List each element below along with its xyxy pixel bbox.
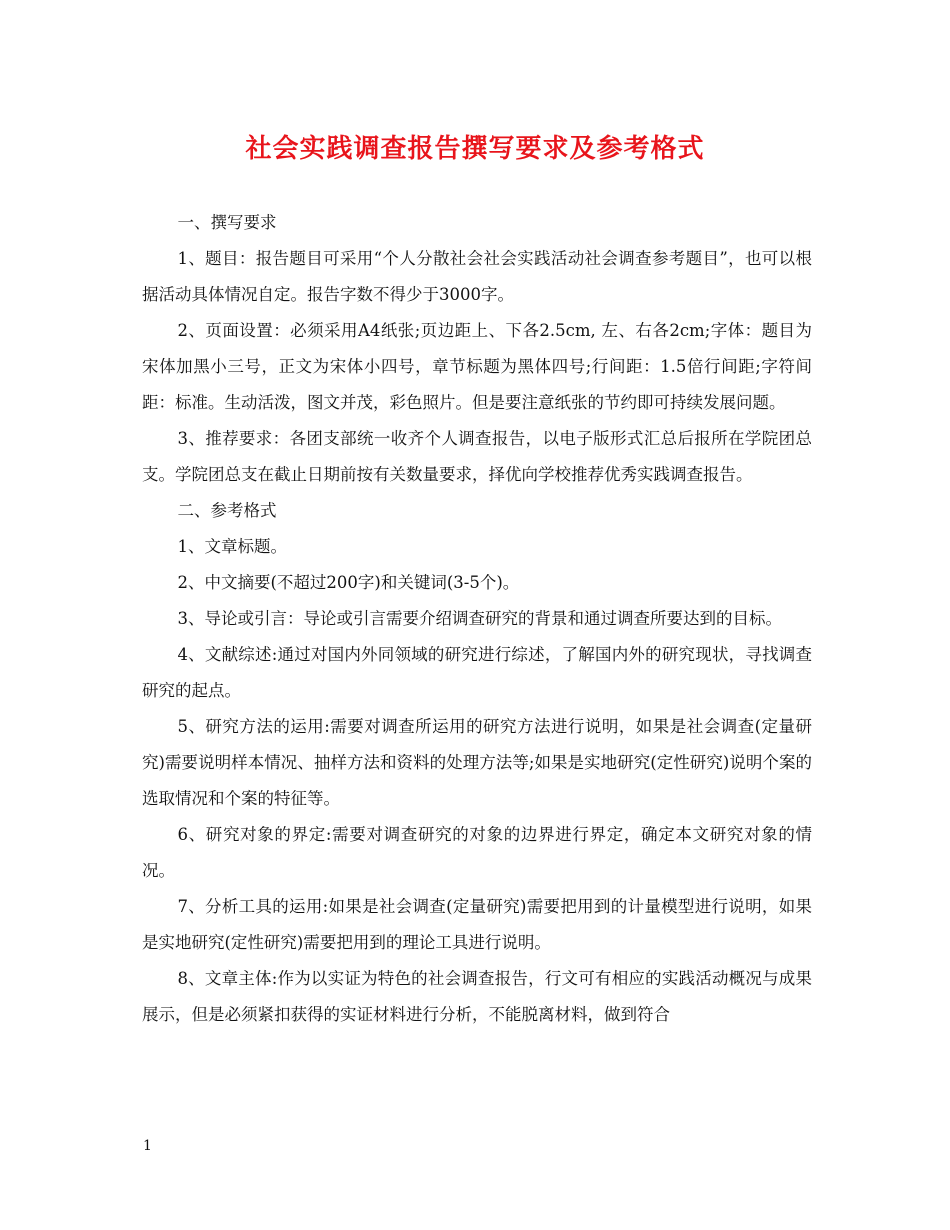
paragraph-analysis-tools: 7、分析工具的运用:如果是社会调查(定量研究)需要把用到的计量模型进行说明，如果是实地研究(定性研究)需要把用到的理论工具进行说明。 xyxy=(142,897,812,952)
paragraph-abstract: 2、中文摘要(不超过200字)和关键词(3-5个)。 xyxy=(177,573,520,592)
paragraph-title-rule: 1、题目：报告题目可采用“个人分散社会社会实践活动社会调查参考题目”，也可以根据活动具体情况自定。报告字数不得少于3000字。 xyxy=(142,249,812,304)
paragraph-literature-review: 4、文献综述:通过对国内外同领域的研究进行综述，了解国内外的研究现状，寻找调查研究的起点。 xyxy=(142,645,812,700)
section-heading-requirements: 一、撰写要求 xyxy=(177,213,277,232)
document-title: 社会实践调查报告撰写要求及参考格式 xyxy=(245,134,705,164)
page-number: 1 xyxy=(143,1138,152,1154)
paragraph-page-setup: 2、页面设置：必须采用A4纸张;页边距上、下各2.5cm, 左、右各2cm;字体：题目为宋体加黑小三号，正文为宋体小四号，章节标题为黑体四号;行间距：1.5倍行间距;字符间距：标准。生动活泼，图文并茂，彩色照片。但是要注意纸张的节约即可持续发展问题。 xyxy=(142,321,812,412)
paragraph-article-body: 8、文章主体:作为以实证为特色的社会调查报告，行文可有相应的实践活动概况与成果展示，但是必须紧扣获得的实证材料进行分析，不能脱离材料，做到符合 xyxy=(142,969,812,1024)
paragraph-research-methods: 5、研究方法的运用:需要对调查所运用的研究方法进行说明，如果是社会调查(定量研究)需要说明样本情况、抽样方法和资料的处理方法等;如果是实地研究(定性研究)说明个案的选取情况和个案的特征等。 xyxy=(142,717,812,808)
paragraph-article-title: 1、文章标题。 xyxy=(177,537,287,556)
section-heading-format: 二、参考格式 xyxy=(177,501,277,520)
paragraph-research-subject: 6、研究对象的界定:需要对调查研究的对象的边界进行界定，确定本文研究对象的情况。 xyxy=(142,825,812,880)
document-body xyxy=(142,205,812,1033)
paragraph-recommendation: 3、推荐要求：各团支部统一收齐个人调查报告，以电子版形式汇总后报所在学院团总支。学院团总支在截止日期前按有关数量要求，择优向学校推荐优秀实践调查报告。 xyxy=(142,429,812,484)
paragraph-introduction: 3、导论或引言：导论或引言需要介绍调查研究的背景和通过调查所要达到的目标。 xyxy=(177,609,782,628)
